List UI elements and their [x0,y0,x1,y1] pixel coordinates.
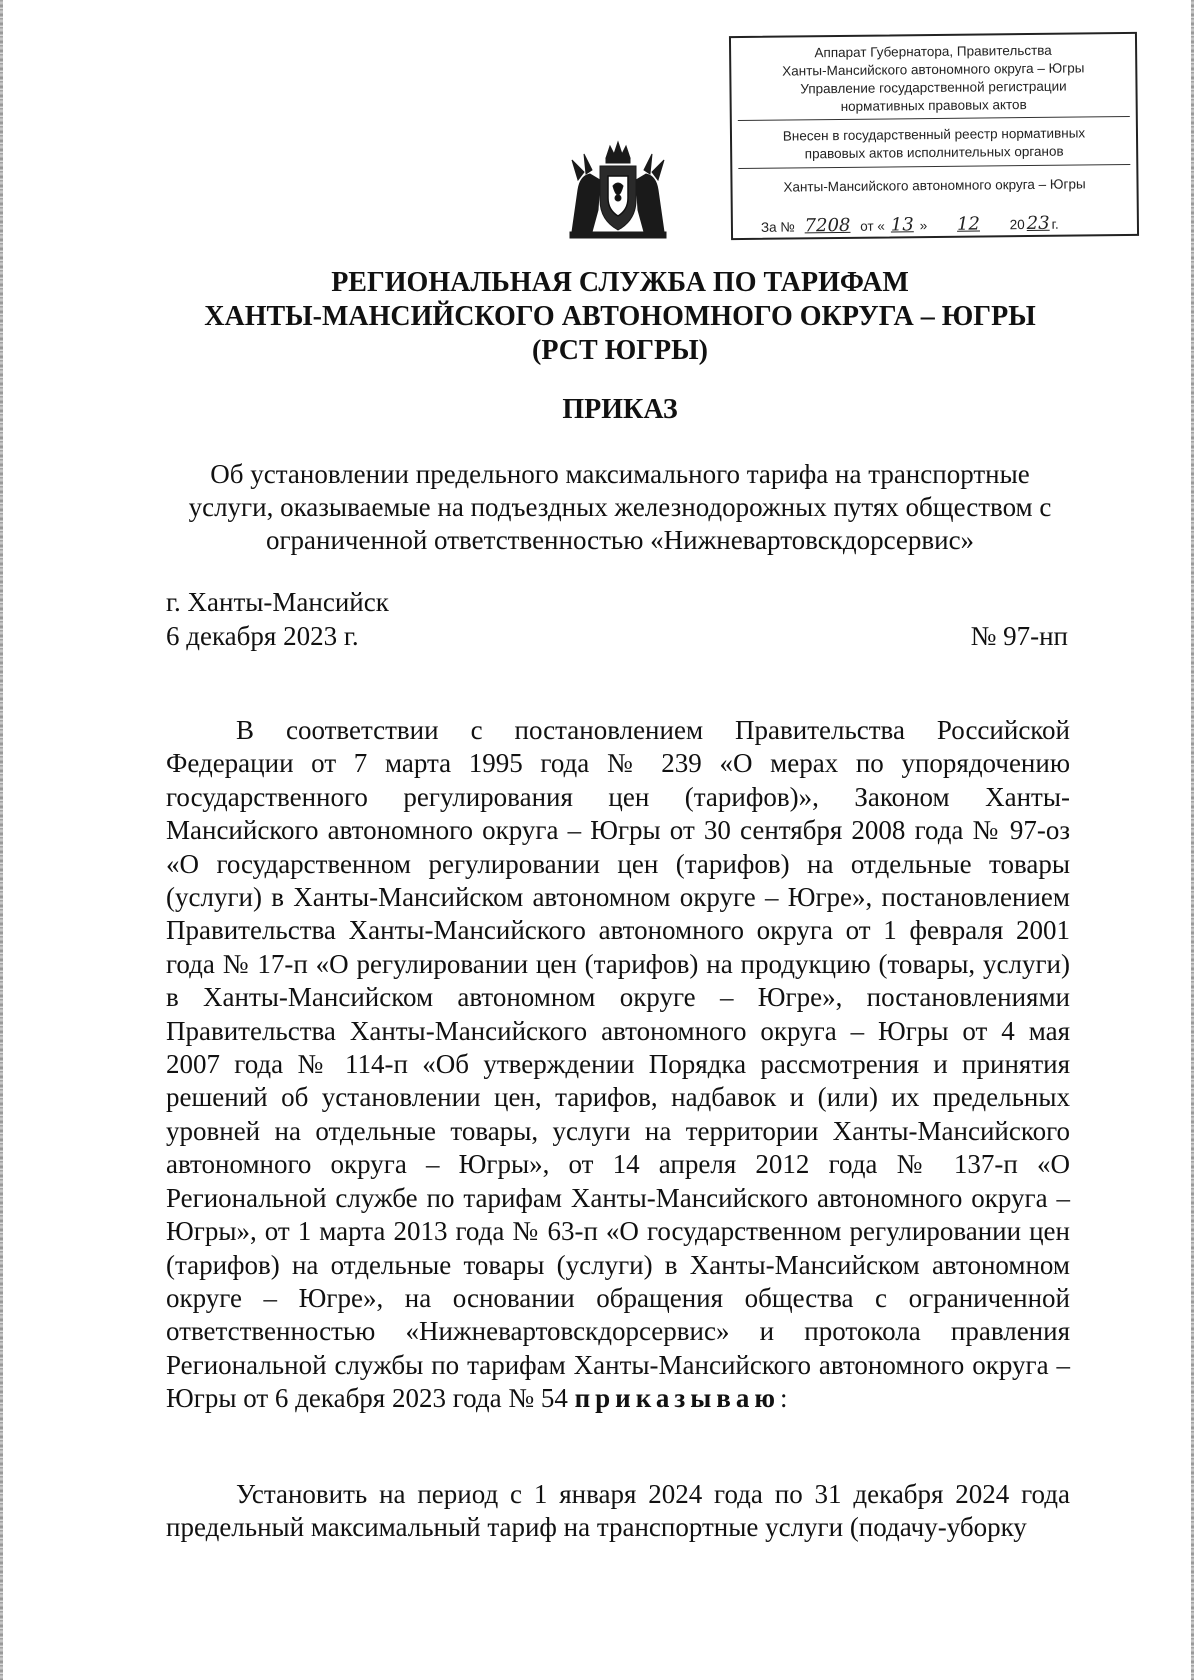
document-date: 6 декабря 2023 г. [166,621,359,651]
city: г. Ханты-Мансийск [166,587,389,617]
stamp-divider [738,164,1130,169]
coat-of-arms-icon [564,140,672,240]
document-subject [0,458,1200,557]
stamp-line: Внесен в государственный реестр нормативных [782,125,1086,144]
subject-line: услуги, оказываемые на подъездных железнодорожных путях обществом с [188,492,1052,522]
stamp-reg-year: 23 [1026,212,1050,235]
organization-title [0,266,1200,368]
subject-line: Об установлении предельного максимального тарифа на транспортные [210,459,1030,489]
preamble-paragraph [166,714,1070,1416]
stamp-reg-mid: » [919,218,928,234]
stamp-line: Аппарат Губернатора, Правительства [814,42,1052,61]
stamp-line: нормативных правовых актов [840,97,1027,114]
organization-title-line: ХАНТЫ-МАНСИЙСКОГО АВТОНОМНОГО ОКРУГА – ЮГРЫ [204,301,1036,332]
stamp-line: Управление государственной регистрации [800,78,1067,97]
stamp-line: правовых актов исполнительных органов [804,143,1064,162]
stamp-reg-prefix: За № [760,219,795,235]
organization-title-line: РЕГИОНАЛЬНАЯ СЛУЖБА ПО ТАРИФАМ [331,267,909,298]
place-and-date [166,585,389,653]
scan-edge-left [0,0,3,1680]
organization-title-line: (РСТ ЮГРЫ) [532,335,708,366]
stamp-divider [738,116,1130,121]
subject-line: ограниченной ответственностью «Нижневартовскдорсервис» [265,525,975,555]
stamp-reg-number: 7208 [804,214,851,237]
stamp-reg-day: 13 [890,214,914,236]
stamp-reg-month: 12 [956,213,981,235]
stamp-reg-suffix: г. [1051,216,1059,232]
stamp-reg-year-prefix: 20 [1009,217,1025,233]
document-type: ПРИКАЗ [562,394,678,425]
preamble-end: : [780,1383,788,1414]
stamp-line: Ханты-Мансийского автономного округа – Югры [783,176,1086,195]
stamp-line: Ханты-Мансийского автономного округа – Югры [782,60,1085,79]
document-number: № 97-нп [970,621,1068,651]
stamp-reg-from: от « [860,218,885,234]
order-paragraph: Установить на период с 1 января 2024 года по 31 декабря 2024 года предельный максимальный тариф на транспортные услуги (подачу-уборку [166,1479,1070,1543]
order-word: приказываю [574,1383,781,1414]
scan-edge-right [1191,0,1194,1680]
preamble-text: В соответствии с постановлением Правительства Российской Федерации от 7 марта 1995 года № 239 «О мерах по упорядочению государственного регулирования цен (тарифов)», Законом Ханты-Мансийского автономного округа – Югры от 30 сентября 2008 года № 97-оз «О государственном регулировании цен (тарифов) на отдельные товары (услуги) в Ханты-Мансийском автономном округе – Югре», постановлением Правительства Ханты-Мансийского автономного округа от 1 февраля 2001 года № 17-п «О регулировании цен (тарифов) на продукцию (товары, услуги) в Ханты-Мансийском автономном округе – Югре», постановлениями Правительства Ханты-Мансийского автономного округа – Югры от 4 мая 2007 года № 114-п «Об утверждении Порядка рассмотрения и принятия решений об установлении цен, тарифов, надбавок и (или) их предельных уровней на отдельные товары, услуги на территории Ханты-Мансийского автономного округа – Югры», от 14 апреля 2012 года № 137-п «О Региональной службе по тарифам Ханты-Мансийского автономного округа – Югры», от 1 марта 2013 года № 63-п «О государственном регулировании цен (тарифов) на отдельные товары (услуги) в Ханты-Мансийском автономном округе – Югре», на основании обращения общества с ограниченной ответственностью «Нижневартовскдорсервис» и протокола правления Региональной службы по тарифам Ханты-Мансийского автономного округа – Югры от 6 декабря 2023 года № 54 [166,715,1070,1414]
stamp-registration-line [761,213,1059,237]
registration-stamp [729,32,1139,240]
